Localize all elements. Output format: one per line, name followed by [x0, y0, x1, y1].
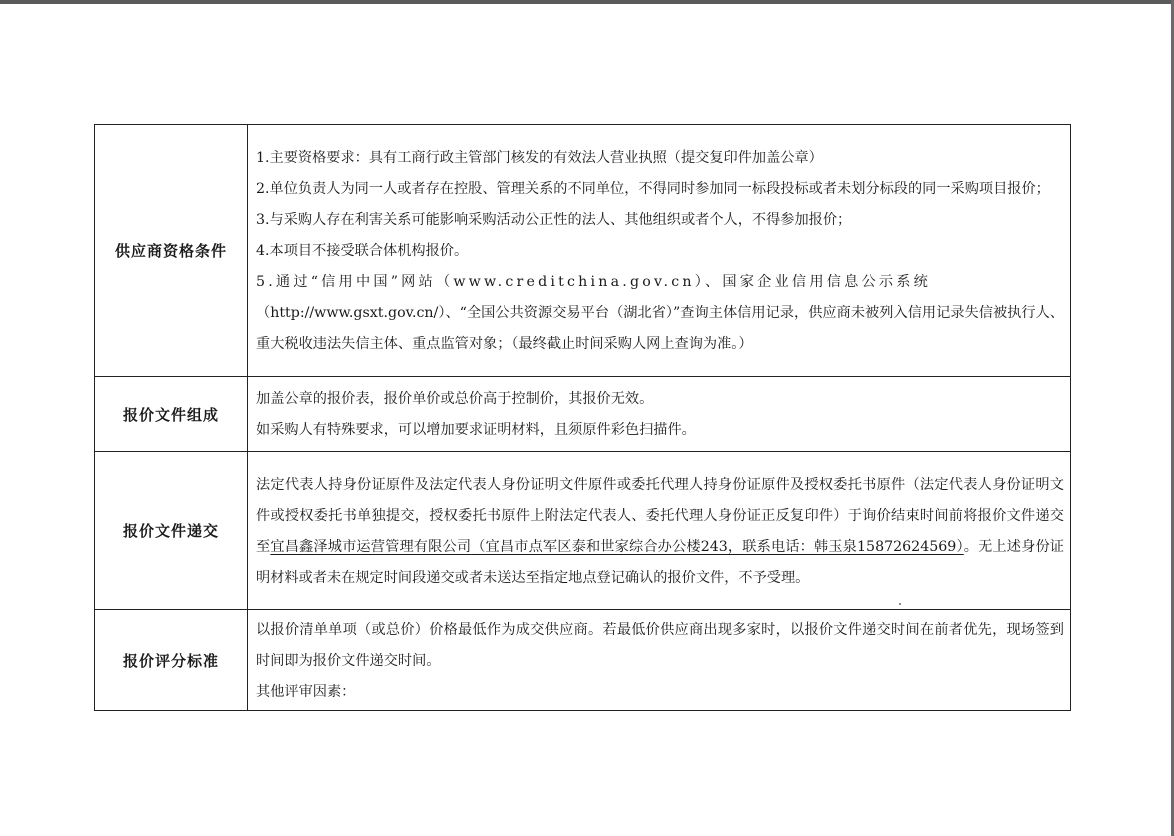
scoring-standard-content [248, 610, 1071, 711]
company-name: 宜昌鑫泽城市运营管理有限公司 [270, 538, 472, 555]
table-row [95, 125, 1071, 377]
table-row [95, 610, 1071, 711]
scan-edge-top [0, 0, 1174, 4]
scoring-item-1: 以报价清单单项（或总价）价格最低作为成交供应商。若最低价供应商出现多家时，以报价文件递交时间在前者优先，现场签到时间即为报价文件递交时间。 [256, 621, 1064, 669]
quote-submission-content [248, 452, 1071, 610]
table-row [95, 377, 1071, 452]
row-label-supplier-qualification: 供应商资格条件 [95, 125, 248, 377]
qualification-item-3: 3.与采购人存在利害关系可能影响采购活动公正性的法人、其他组织或者个人，不得参加报价； [256, 212, 852, 228]
qualification-item-4: 4.本项目不接受联合体机构报价。 [256, 243, 469, 259]
supplier-qualification-content [248, 125, 1071, 377]
qualification-item-2: 2.单位负责人为同一人或者存在控股、管理关系的不同单位，不得同时参加同一标段投标或者未划分标段的同一采购项目报价； [256, 181, 1050, 197]
row-label-scoring-standard: 报价评分标准 [95, 610, 248, 711]
row-label-quote-composition: 报价文件组成 [95, 377, 248, 452]
qualification-item-1: 1.主要资格要求：具有工商行政主管部门核发的有效法人营业执照（提交复印件加盖公章） [256, 150, 823, 166]
submission-text-b: 。无上述身份证明材料或者未在规定时间段递交或者未送达至指定地点登记确认的报价文件，不予受理。 [256, 538, 1064, 586]
submission-paragraph [256, 470, 1064, 594]
quote-composition-content [248, 377, 1071, 452]
composition-item-1: 加盖公章的报价表，报价单价或总价高于控制价，其报价无效。 [256, 391, 654, 407]
submission-text-a: 法定代表人持身份证原件及法定代表人身份证明文件原件或委托代理人持身份证原件及授权委托书原件（法定代表人身份证明文件或授权委托书单独提交，授权委托书原件上附法定代表人、委托代理人身份证正反复印件）于询价结束时间前将报价文件递交至 [256, 476, 1064, 555]
scoring-item-2: 其他评审因素： [256, 683, 356, 700]
company-address: （宜昌市点军区泰和世家综合办公楼243，联系电话：韩玉泉15872624569） [471, 538, 964, 555]
procurement-requirements-table [94, 124, 1071, 711]
row-label-quote-submission: 报价文件递交 [95, 452, 248, 610]
table-row [95, 452, 1071, 610]
qualification-item-5-cont: （http://www.gsxt.gov.cn/）、“全国公共资源交易平台（湖北省）”查询主体信用记录，供应商未被列入信用记录失信被执行人、重大税收违法失信主体、重点监管对象；（最终截止时间采购人网上查询为准。） [256, 305, 1064, 352]
qualification-item-5: 5.通过“信用中国”网站（www.creditchina.gov.cn）、国家企业信用信息公示系统 [256, 274, 932, 290]
composition-item-2: 如采购人有特殊要求，可以增加要求证明材料，且须原件彩色扫描件。 [256, 422, 696, 438]
scan-speck [899, 603, 901, 605]
